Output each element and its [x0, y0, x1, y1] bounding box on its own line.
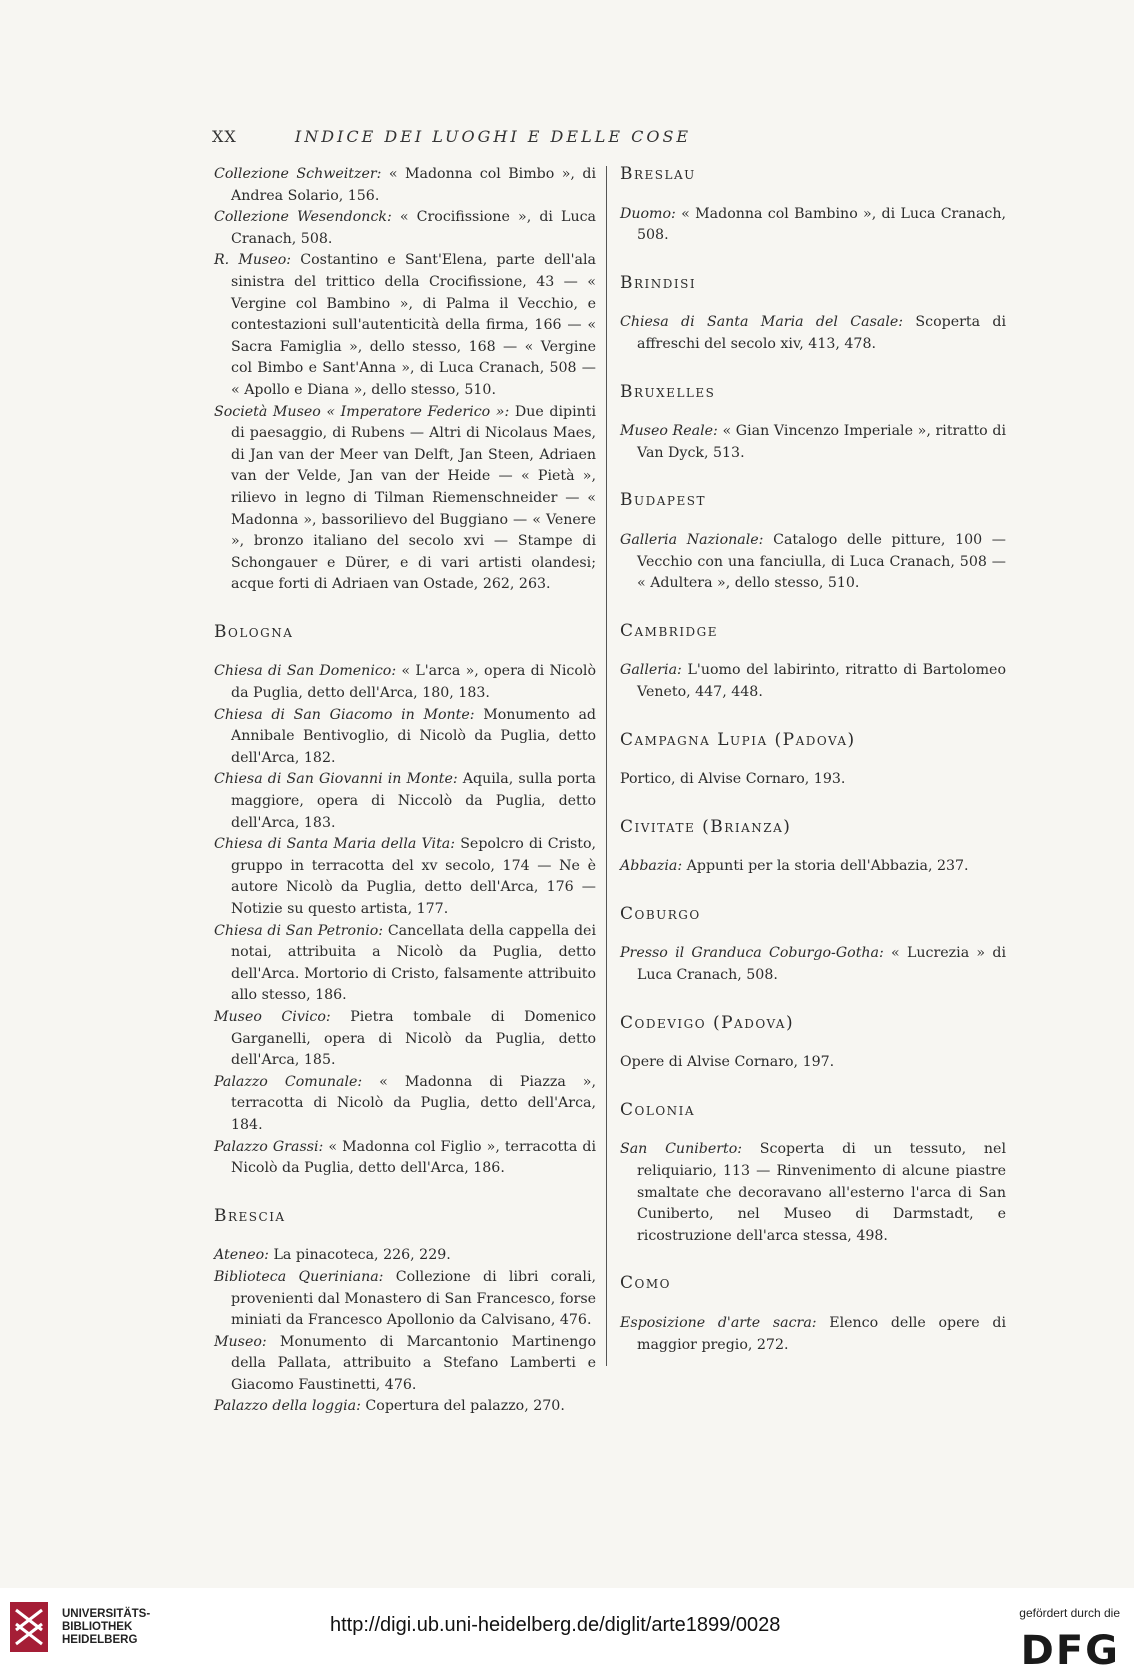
entry-text: « L'arca », opera di Nicolò da Puglia, detto dell'Arca, 180, 183.	[231, 663, 596, 702]
index-entry	[620, 1052, 1006, 1074]
index-entry	[620, 1313, 1006, 1356]
entry-location: Palazzo Grassi:	[214, 1138, 324, 1155]
entry-location: Chiesa di San Giovanni in Monte:	[214, 771, 458, 788]
entry-text: Opere di Alvise Cornaro, 197.	[620, 1054, 835, 1071]
entry-location: R. Museo:	[214, 252, 292, 269]
index-entry	[214, 402, 596, 596]
index-entry	[214, 164, 596, 207]
funded-by-label: gefördert durch die	[1019, 1606, 1120, 1620]
entry-text: « Madonna col Figlio », terracotta di Nicolò da Puglia, detto dell'Arca, 186.	[231, 1138, 596, 1177]
place-heading: Bruxelles	[620, 381, 716, 402]
entry-location: Esposizione d'arte sacra:	[620, 1315, 817, 1331]
entry-text: Costantino e Sant'Elena, parte dell'ala sinistra del trittico della Crocifissione, 43 — « Vergine col Bambino », di Palma il Vecchio, e contestazioni sull'autenticità della firma, 166 — « Sacra Famiglia », dello stesso, 168 — « Vergine col Bimbo e Sant'Anna », di Luca Cranach, 508 — « Apollo e Diana », dello stesso, 510.	[231, 252, 596, 398]
entry-text: « Gian Vincenzo Imperiale », ritratto di Van Dyck, 513.	[637, 423, 1006, 461]
index-entry	[620, 943, 1006, 986]
library-line-3: HEIDELBERG	[62, 1634, 138, 1646]
page-title: INDICE DEI LUOGHI E DELLE COSE	[294, 127, 692, 146]
entry-text: Collezione di libri corali, provenienti dal Monastero di San Francesco, forse miniati da Francesco Apollonio da Calvisano, 476.	[231, 1268, 596, 1329]
entry-text: Aquila, sulla porta maggiore, opera di Niccolò da Puglia, detto dell'Arca, 183.	[231, 771, 596, 831]
index-entry	[214, 661, 596, 704]
library-name	[62, 1608, 150, 1647]
place-heading: Brescia	[214, 1205, 286, 1226]
digitization-footer	[0, 1588, 1134, 1676]
index-entry	[214, 207, 596, 250]
index-entry	[620, 530, 1006, 595]
right-column	[620, 164, 1006, 1356]
index-entry	[214, 1396, 596, 1418]
entry-text: Scoperta di un tessuto, nel reliquiario, 113 — Rinvenimento di alcune piastre smaltate che decoravano all'esterno l'arca di San Cuniberto, nel Museo di Darmstadt, e ricostruzione dell'arca stessa, 498.	[637, 1141, 1006, 1244]
entry-text: Appunti per la storia dell'Abbazia, 237.	[682, 858, 969, 875]
place-heading: Codevigo (Padova)	[620, 1012, 795, 1033]
index-entry	[620, 660, 1006, 703]
entry-location: Chiesa di Santa Maria della Vita:	[214, 836, 456, 853]
entry-location: Palazzo della loggia:	[214, 1398, 361, 1415]
entry-location: Chiesa di San Petronio:	[214, 922, 384, 939]
index-entry	[214, 1072, 596, 1137]
index-entry	[214, 1332, 596, 1397]
entry-text: Scoperta di affreschi del secolo xiv, 413, 478.	[637, 314, 1007, 352]
entry-text: Portico, di Alvise Cornaro, 193.	[620, 771, 846, 788]
entry-location: Società Museo « Imperatore Federico »:	[214, 403, 510, 420]
entry-text: « Lucrezia » di Luca Cranach, 508.	[637, 945, 1006, 984]
place-heading: Cambridge	[620, 620, 719, 641]
index-entry	[620, 204, 1006, 247]
place-heading: Coburgo	[620, 903, 701, 924]
index-entry	[214, 834, 596, 920]
place-heading: Bologna	[214, 621, 294, 642]
entry-location: Chiesa di San Domenico:	[214, 663, 397, 680]
index-entry	[620, 312, 1006, 355]
entry-location: Duomo:	[620, 205, 676, 222]
entry-location: Abbazia:	[620, 858, 683, 875]
dfg-logo: DFG	[1020, 1628, 1120, 1674]
index-entry	[214, 250, 596, 401]
entry-location: Presso il Granduca Coburgo-Gotha:	[620, 945, 884, 962]
entry-text: « Madonna col Bambino », di Luca Cranach, 508.	[637, 205, 1006, 244]
index-entry	[214, 921, 596, 1007]
entry-text: Catalogo delle pitture, 100 — Vecchio con una fanciulla, di Luca Cranach, 508 — « Adultera », dello stesso, 510.	[637, 531, 1006, 592]
entry-text: Sepolcro di Cristo, gruppo in terracotta del xv secolo, 174 — Ne è autore Nicolò da Puglia, detto dell'Arca, 176 — Notizie su questo artista, 177.	[231, 836, 596, 917]
entry-text: Monumento di Marcantonio Martinengo della Pallata, attribuito a Stefano Lamberti e Giacomo Faustinetti, 476.	[231, 1333, 596, 1393]
entry-text: Pietra tombale di Domenico Garganelli, opera di Nicolò da Puglia, detto dell'Arca, 185.	[231, 1008, 596, 1069]
index-entry	[214, 1007, 596, 1072]
library-line-1: UNIVERSITÄTS-	[62, 1608, 151, 1620]
entry-location: Biblioteca Queriniana:	[214, 1268, 384, 1285]
place-heading: Como	[620, 1273, 671, 1294]
entry-text: Elenco delle opere di maggior pregio, 272.	[637, 1315, 1006, 1353]
entry-location: San Cuniberto:	[620, 1141, 743, 1158]
university-library-logo-icon	[8, 1600, 50, 1654]
place-heading: Brindisi	[620, 272, 697, 293]
entry-location: Museo Reale:	[620, 423, 718, 440]
index-entry	[214, 1267, 596, 1332]
entry-text: Monumento ad Annibale Bentivoglio, di Nicolò da Puglia, detto dell'Arca, 182.	[231, 706, 596, 766]
entry-text: Copertura del palazzo, 270.	[360, 1398, 565, 1415]
place-heading: Campagna Lupia (Padova)	[620, 729, 856, 750]
page-number: XX	[212, 127, 237, 146]
entry-text: Cancellata della cappella dei notai, attribuita a Nicolò da Puglia, detto dell'Arca. Mortorio di Cristo, falsamente attribuito allo stesso, 186.	[231, 922, 596, 1004]
index-entry	[620, 769, 1006, 791]
entry-location: Galleria Nazionale:	[620, 531, 764, 548]
entry-location: Museo:	[214, 1333, 267, 1350]
entry-location: Museo Civico:	[214, 1008, 331, 1025]
entry-location: Ateneo:	[214, 1247, 269, 1264]
place-heading: Budapest	[620, 490, 706, 511]
library-line-2: BIBLIOTHEK	[62, 1621, 133, 1633]
entry-text: « Madonna col Bimbo », di Andrea Solario, 156.	[231, 166, 596, 204]
entry-text: « Crocifissione », di Luca Cranach, 508.	[231, 209, 596, 247]
entry-location: Galleria:	[620, 662, 682, 679]
entry-text: Due dipinti di paesaggio, di Rubens — Altri di Nicolaus Maes, di Jan van der Meer van Delft, Jan Steen, Adriaen van der Velde, Jan van der Heide — « Pietà », rilievo in legno di Tilman Riemenschneider — « Madonna », bassorilievo del Buggiano — « Venere », bronzo italiano del secolo xvi — Stampe di Schongauer e Dürer, e di vari artisti olandesi; acque forti di Adriaen van Ostade, 262, 263.	[231, 403, 596, 593]
column-divider	[606, 166, 607, 1366]
permalink-url[interactable]: http://digi.ub.uni-heidelberg.de/diglit/arte1899/0028	[330, 1614, 781, 1636]
index-entry	[620, 1139, 1006, 1247]
index-entry	[620, 856, 1006, 878]
entry-location: Collezione Schweitzer:	[214, 166, 382, 182]
entry-location: Chiesa di San Giacomo in Monte:	[214, 706, 475, 723]
place-heading: Breslau	[620, 164, 696, 184]
index-entry	[214, 1245, 596, 1267]
entry-text: « Madonna di Piazza », terracotta di Nicolò da Puglia, detto dell'Arca, 184.	[231, 1073, 596, 1133]
entry-location: Chiesa di Santa Maria del Casale:	[620, 314, 904, 331]
index-entry	[214, 769, 596, 834]
running-header	[212, 127, 774, 147]
place-heading: Colonia	[620, 1099, 696, 1120]
index-entry	[214, 705, 596, 770]
entry-location: Palazzo Comunale:	[214, 1073, 363, 1090]
entry-text: La pinacoteca, 226, 229.	[268, 1247, 451, 1264]
index-entry	[214, 1137, 596, 1180]
entry-location: Collezione Wesendonck:	[214, 209, 392, 226]
place-heading: Civitate (Brianza)	[620, 816, 792, 837]
index-entry	[620, 421, 1006, 464]
left-column	[214, 164, 596, 1418]
entry-text: L'uomo del labirinto, ritratto di Bartolomeo Veneto, 447, 448.	[637, 662, 1006, 700]
